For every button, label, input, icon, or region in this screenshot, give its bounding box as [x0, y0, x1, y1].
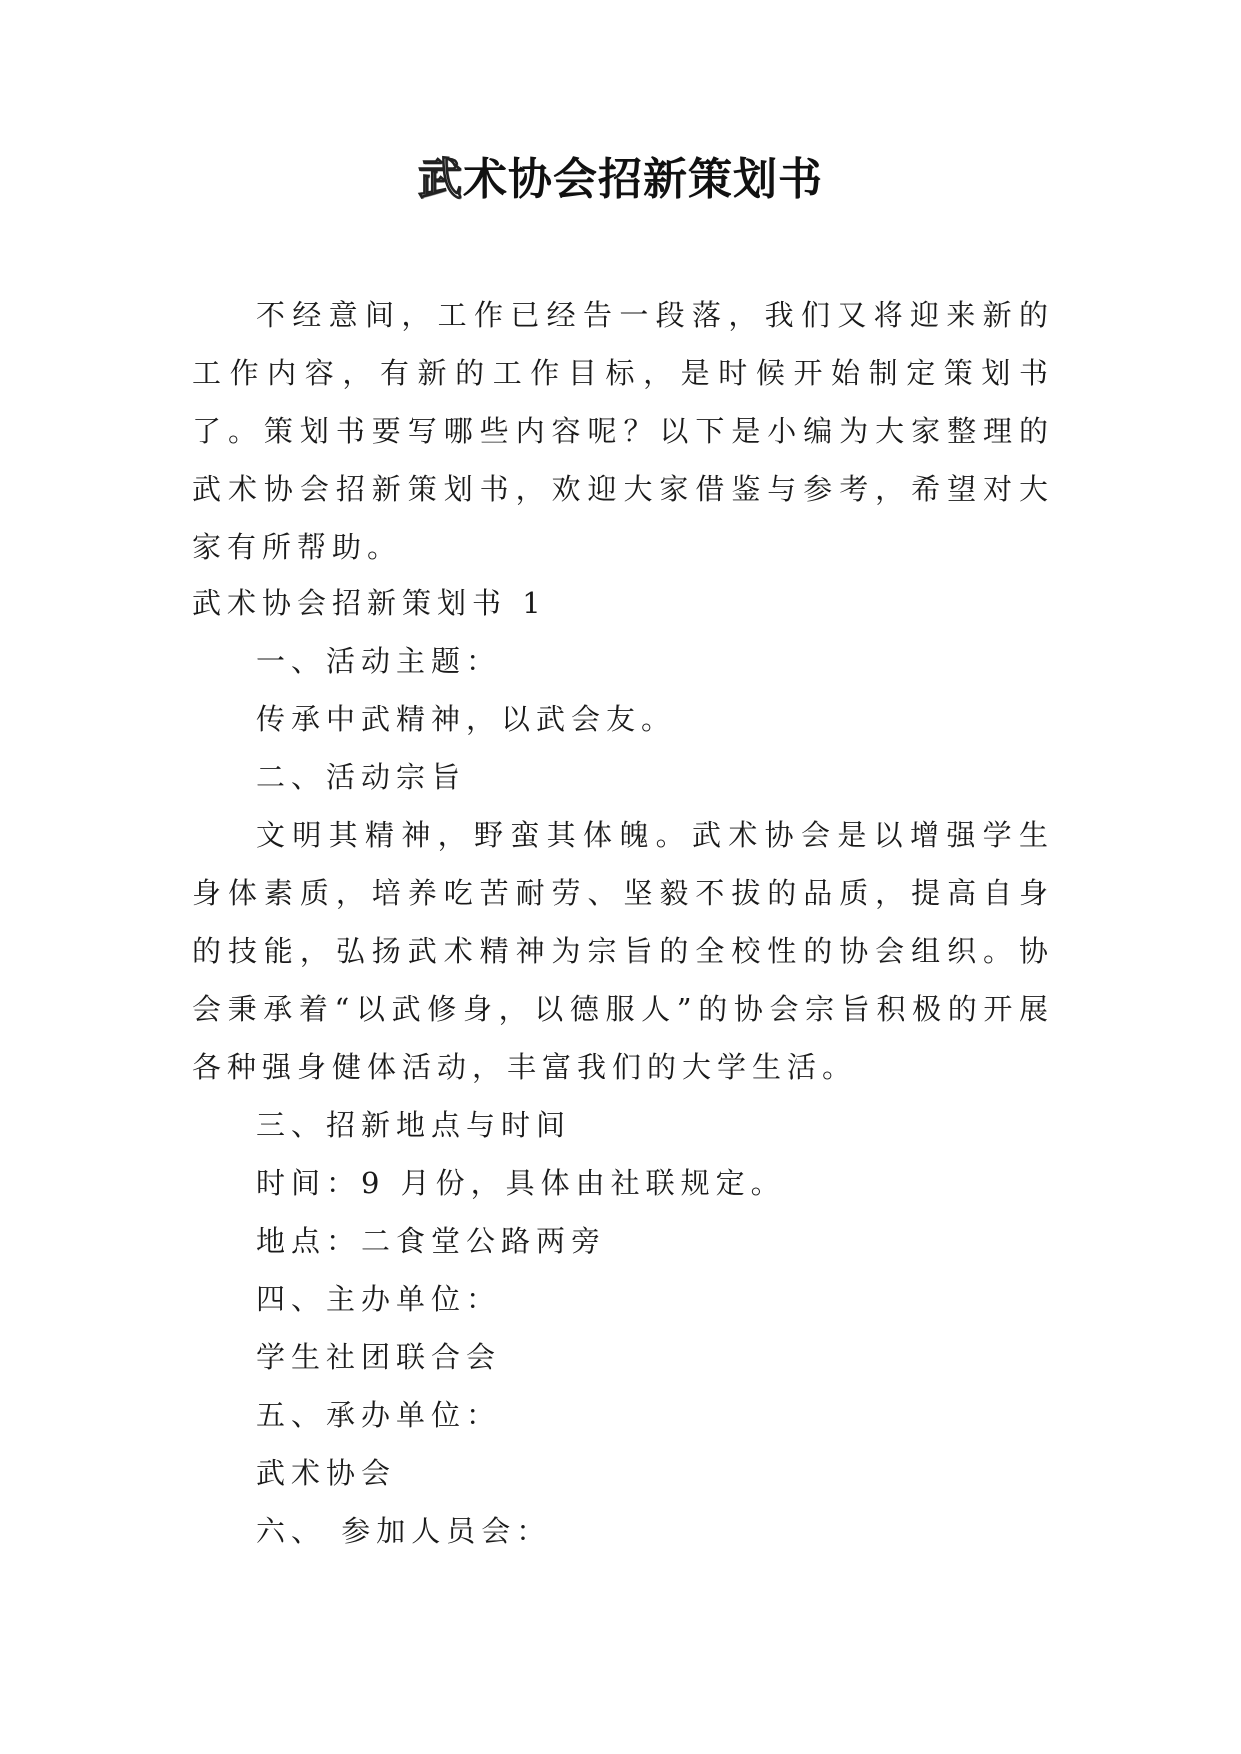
heading-host: 五、承办单位：	[256, 1398, 502, 1432]
time-text: 时间：9 月份，具体由社联规定。	[256, 1166, 786, 1200]
plan-content	[192, 574, 1054, 1560]
host-text: 武术协会	[256, 1456, 397, 1490]
location-text: 地点：二食堂公路两旁	[256, 1224, 607, 1258]
section-heading: 武术协会招新策划书 1	[192, 586, 547, 620]
title-first-character: 武	[418, 154, 463, 205]
heading-organizer: 四、主办单位：	[256, 1282, 502, 1316]
intro-section	[192, 286, 1054, 576]
activity-purpose-text: 文明其精神，野蛮其体魄。武术协会是以增强学生身体素质，培养吃苦耐劳、坚毅不拔的品质，提高自身的技能，弘扬武术精神为宗旨的全校性的协会组织。协会秉承着“以武修身，以德服人”的协会宗旨积极的开展各种强身健体活动，丰富我们的大学生活。	[192, 818, 1054, 1084]
organizer-text: 学生社团联合会	[256, 1340, 502, 1374]
document-title	[0, 150, 1241, 210]
heading-participants: 六、 参加人员会：	[256, 1514, 552, 1548]
title-text: 术协会招新策划书	[463, 154, 823, 205]
heading-activity-theme: 一、活动主题：	[256, 644, 502, 678]
heading-activity-purpose: 二、活动宗旨	[256, 760, 467, 794]
intro-paragraph: 不经意间，工作已经告一段落，我们又将迎来新的工作内容，有新的工作目标，是时候开始制定策划书了。策划书要写哪些内容呢？以下是小编为大家整理的武术协会招新策划书，欢迎大家借鉴与参考，希望对大家有所帮助。	[192, 298, 1054, 564]
heading-location-time: 三、招新地点与时间	[256, 1108, 572, 1142]
activity-theme-text: 传承中武精神，以武会友。	[256, 702, 677, 736]
